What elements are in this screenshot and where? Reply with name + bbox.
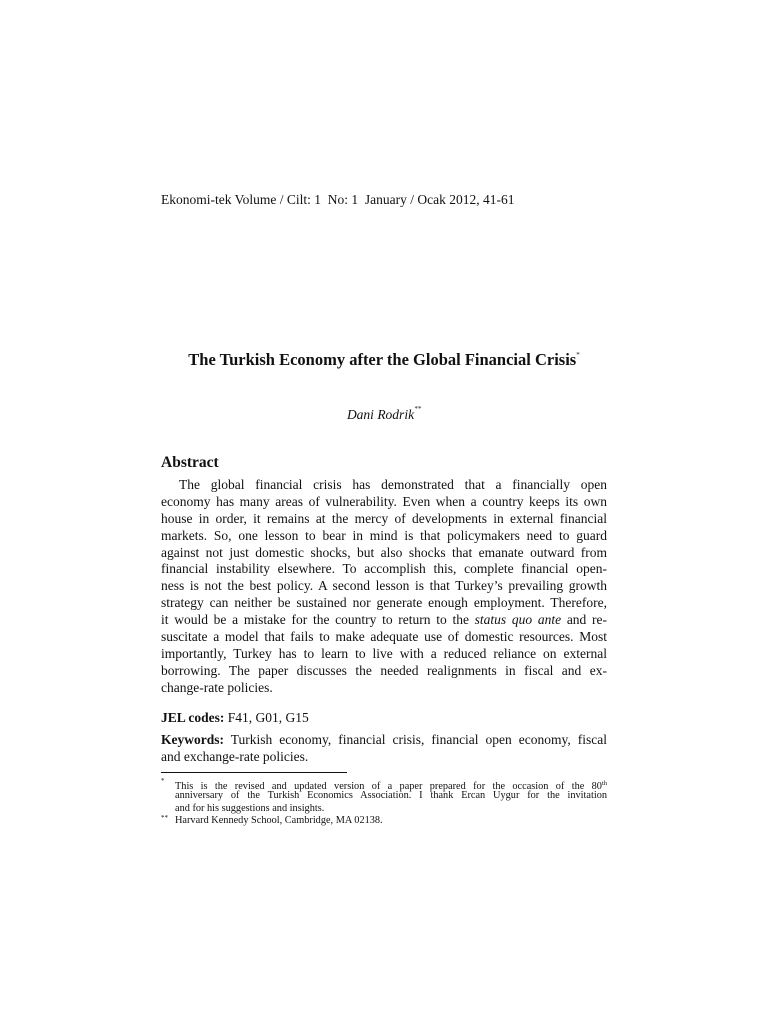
footnote-text: This is the revised and updated version of a paper prepared for the occasion of the 80 <box>175 781 602 792</box>
keywords-label: Keywords: <box>161 732 224 747</box>
abstract-line: against not just domestic shocks, but also shocks that emanate outward from <box>161 544 607 560</box>
abstract-line: The global financial crisis has demonstrated that a financially open <box>179 477 607 492</box>
paper-title-text: The Turkish Economy after the Global Financial Crisis <box>188 350 577 369</box>
footnote-line: Harvard Kennedy School, Cambridge, MA 02138. <box>175 814 383 826</box>
abstract-line-part: and re- <box>566 612 607 628</box>
footnote-divider <box>161 772 347 773</box>
author-footnote-mark[interactable]: ** <box>414 405 422 413</box>
jel-codes <box>161 710 309 726</box>
abstract-line: borrowing. The paper discusses the needed realignments in fiscal and ex- <box>161 662 607 678</box>
footnote-1 <box>161 778 607 815</box>
journal-citation: Ekonomi-tek Volume / Cilt: 1 No: 1 January / Ocak 2012, 41-61 <box>161 192 515 207</box>
footnote-line <box>175 778 607 790</box>
footnotes <box>161 778 607 827</box>
paper-title <box>0 350 768 370</box>
abstract-body <box>161 477 607 697</box>
abstract-line: house in order, it remains at the mercy of developments in external financial <box>161 510 607 526</box>
keywords-text: Turkish economy, financial crisis, financial open economy, fiscal <box>224 732 607 747</box>
title-footnote-mark[interactable]: * <box>576 351 580 359</box>
abstract-line: economy has many areas of vulnerability. Even when a country keeps its own <box>161 493 607 509</box>
keywords-line <box>161 731 607 748</box>
author <box>0 405 768 423</box>
abstract-line: importantly, Turkey has to learn to live with a reduced reliance on external <box>161 645 607 661</box>
abstract-line-mixed <box>161 612 607 629</box>
abstract-line: ness is not the best policy. A second lesson is that Turkey’s prevailing growth <box>161 578 607 594</box>
footnote-mark: * <box>161 777 165 785</box>
keywords-line: and exchange-rate policies. <box>161 749 309 764</box>
abstract-line: financial instability elsewhere. To accomplish this, complete financial open- <box>161 561 607 577</box>
abstract-line-part: it would be a mistake for the country to return to the <box>161 612 469 628</box>
footnote-mark: ** <box>161 813 168 822</box>
abstract-line: strategy can neither be sustained nor generate enough employment. Therefore, <box>161 595 607 611</box>
abstract-italic-phrase: status quo ante <box>474 612 562 628</box>
author-name: Dani Rodrik <box>346 407 415 422</box>
abstract-line: suscitate a model that fails to make adequate use of domestic resources. Most <box>161 629 607 645</box>
jel-value: F41, G01, G15 <box>224 710 309 725</box>
jel-label: JEL codes: <box>161 710 225 725</box>
abstract-heading: Abstract <box>161 454 219 471</box>
footnote-superscript: th <box>601 780 607 787</box>
footnote-line: anniversary of the Turkish Economics Association. I thank Ercan Uygur for the invitation <box>175 790 607 802</box>
footnote-line: and for his suggestions and insights. <box>175 802 325 814</box>
abstract-line: markets. So, one lesson to bear in mind is that policymakers need to guard <box>161 527 607 543</box>
keywords <box>161 731 607 765</box>
footnote-2 <box>161 815 607 827</box>
abstract-line: change-rate policies. <box>161 679 273 695</box>
